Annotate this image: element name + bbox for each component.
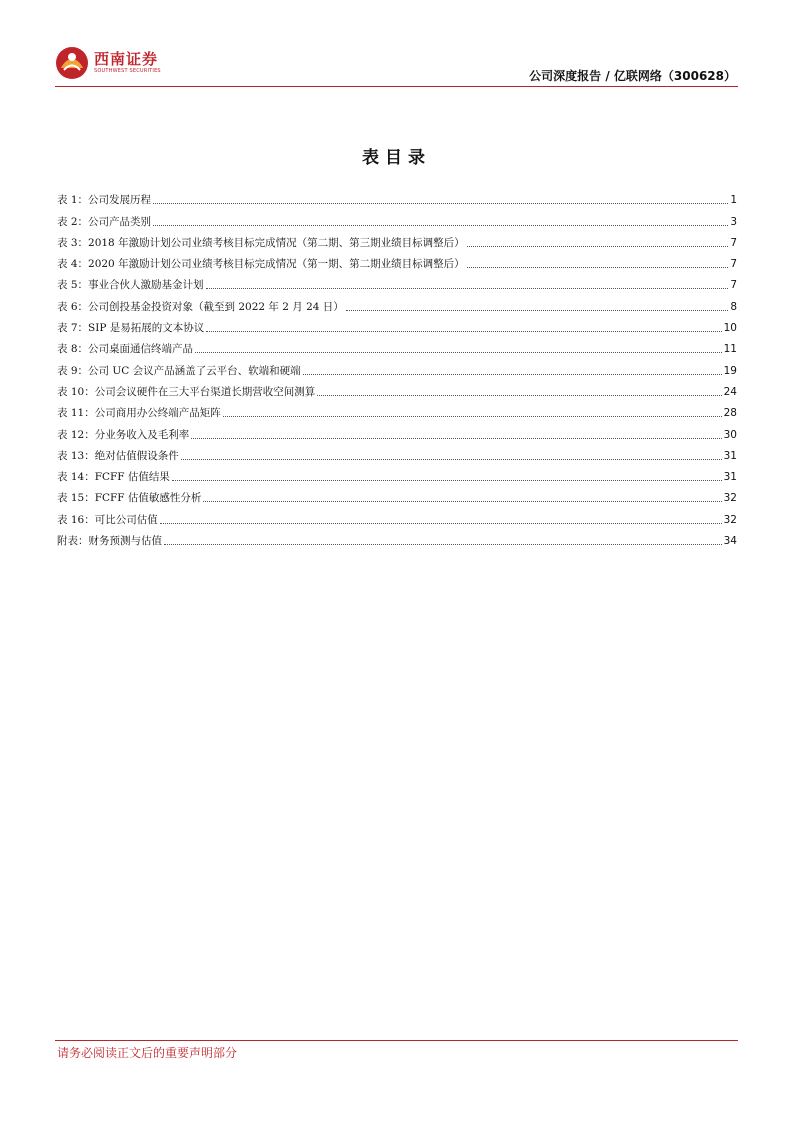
toc-entry-page[interactable]: 28	[723, 407, 737, 420]
toc-entry-label[interactable]: 表 15：FCFF 估值敏感性分析	[57, 492, 202, 505]
toc-entry-page[interactable]: 3	[730, 215, 737, 228]
toc-entry[interactable]	[57, 378, 737, 399]
toc-entry-page[interactable]: 31	[723, 449, 737, 462]
company-logo	[55, 46, 161, 80]
toc-leader-dots	[467, 267, 729, 268]
toc-entry-label[interactable]: 表 7：SIP 是易拓展的文本协议	[57, 322, 205, 335]
toc-leader-dots	[206, 288, 729, 289]
toc-entry[interactable]	[57, 229, 737, 250]
toc-entry-label[interactable]: 表 8：公司桌面通信终端产品	[57, 343, 194, 356]
toc-entry-page[interactable]: 32	[723, 492, 737, 505]
toc-entry-label[interactable]: 表 12：分业务收入及毛利率	[57, 428, 190, 441]
toc-entry[interactable]	[57, 442, 737, 463]
table-of-contents	[57, 186, 737, 548]
toc-entry-label[interactable]: 表 2：公司产品类别	[57, 215, 152, 228]
toc-heading: 表目录	[362, 148, 431, 168]
report-title: 公司深度报告 / 亿联网络（300628）	[529, 69, 736, 83]
toc-entry-page[interactable]: 32	[723, 513, 737, 526]
toc-entry-page[interactable]: 19	[723, 364, 737, 377]
toc-entry-page[interactable]: 24	[723, 385, 737, 398]
toc-leader-dots	[153, 225, 728, 226]
toc-entry-label[interactable]: 表 14：FCFF 估值结果	[57, 471, 170, 484]
toc-entry[interactable]	[57, 420, 737, 441]
logo-emblem-icon	[55, 46, 89, 80]
logo-english-name: SOUTHWEST SECURITIES	[94, 68, 161, 74]
footer-divider	[55, 1040, 738, 1041]
toc-entry-label[interactable]: 表 3：2018 年激励计划公司业绩考核目标完成情况（第二期、第三期业绩目标调整后）	[57, 236, 465, 249]
toc-leader-dots	[195, 352, 722, 353]
toc-entry-label[interactable]: 表 5：事业合伙人激励基金计划	[57, 279, 204, 292]
toc-leader-dots	[206, 331, 721, 332]
toc-entry-label[interactable]: 表 1：公司发展历程	[57, 194, 152, 207]
toc-entry[interactable]	[57, 463, 737, 484]
toc-entry-page[interactable]: 10	[723, 322, 737, 335]
toc-leader-dots	[164, 544, 722, 545]
toc-entry[interactable]	[57, 186, 737, 207]
toc-entry-page[interactable]: 11	[723, 343, 737, 356]
toc-entry[interactable]	[57, 356, 737, 377]
toc-entry[interactable]	[57, 314, 737, 335]
toc-entry-page[interactable]: 8	[730, 300, 737, 313]
toc-entry[interactable]	[57, 271, 737, 292]
page-header	[55, 40, 738, 88]
toc-entry-label[interactable]: 表 6：公司创投基金投资对象（截至到 2022 年 2 月 24 日）	[57, 300, 344, 313]
toc-entry-page[interactable]: 1	[730, 194, 737, 207]
toc-leader-dots	[317, 395, 721, 396]
toc-entry[interactable]	[57, 292, 737, 313]
header-divider	[55, 86, 738, 87]
toc-leader-dots	[467, 246, 729, 247]
toc-leader-dots	[181, 459, 722, 460]
toc-entry[interactable]	[57, 505, 737, 526]
toc-entry-label[interactable]: 表 16：可比公司估值	[57, 513, 158, 526]
toc-entry-label[interactable]: 表 13：绝对估值假设条件	[57, 449, 179, 462]
toc-entry-page[interactable]: 7	[730, 279, 737, 292]
toc-entry-page[interactable]: 31	[723, 471, 737, 484]
toc-entry[interactable]	[57, 399, 737, 420]
toc-entry-page[interactable]: 34	[723, 535, 737, 548]
toc-leader-dots	[346, 310, 729, 311]
toc-entry-label[interactable]: 表 10：公司会议硬件在三大平台渠道长期营收空间测算	[57, 385, 316, 398]
toc-leader-dots	[203, 501, 721, 502]
toc-entry-label[interactable]: 附表：财务预测与估值	[57, 535, 162, 548]
toc-entry[interactable]	[57, 250, 737, 271]
footer-disclaimer: 请务必阅读正文后的重要声明部分	[57, 1046, 238, 1060]
toc-leader-dots	[160, 523, 722, 524]
toc-entry-label[interactable]: 表 9：公司 UC 会议产品涵盖了云平台、软端和硬端	[57, 364, 301, 377]
toc-leader-dots	[223, 416, 722, 417]
toc-entry-page[interactable]: 7	[730, 258, 737, 271]
toc-leader-dots	[172, 480, 722, 481]
toc-entry[interactable]	[57, 207, 737, 228]
toc-leader-dots	[191, 438, 721, 439]
toc-entry[interactable]	[57, 527, 737, 548]
toc-entry[interactable]	[57, 484, 737, 505]
toc-leader-dots	[153, 203, 728, 204]
toc-entry-page[interactable]: 30	[723, 428, 737, 441]
toc-entry-label[interactable]: 表 4：2020 年激励计划公司业绩考核目标完成情况（第一期、第二期业绩目标调整后）	[57, 258, 465, 271]
logo-chinese-name: 西南证券	[94, 50, 159, 68]
toc-entry[interactable]	[57, 335, 737, 356]
toc-entry-label[interactable]: 表 11：公司商用办公终端产品矩阵	[57, 407, 221, 420]
toc-leader-dots	[303, 374, 722, 375]
toc-entry-page[interactable]: 7	[730, 236, 737, 249]
